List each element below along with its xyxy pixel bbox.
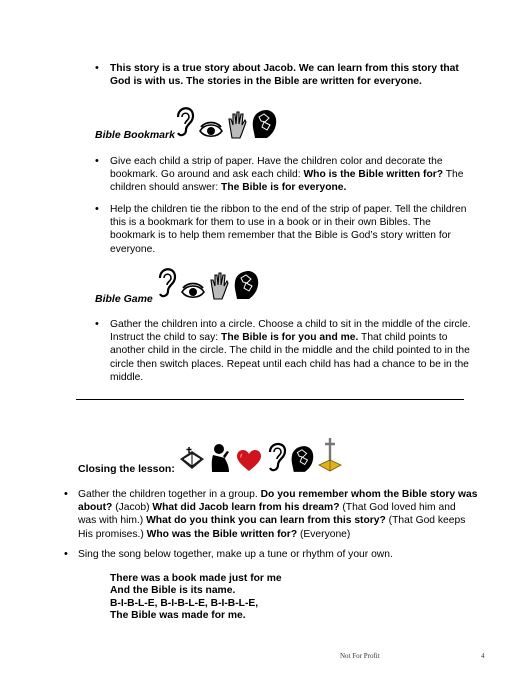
closing-song-instruction: Sing the song below together, make up a tune or rhythm of your own. [78, 549, 393, 560]
game-line-3: another child in the circle. The child in the middle and the child pointed to in the [110, 345, 470, 357]
bible-icon [178, 445, 206, 473]
ear-icon [265, 439, 287, 473]
eye-icon [199, 121, 223, 139]
song-lyrics [110, 573, 282, 623]
closing-line-2: about? (Jacob) What did Jacob learn from his dream? (That God loved him and [78, 502, 456, 514]
bullet-mark: • [95, 203, 99, 215]
bullet-mark: • [95, 318, 99, 330]
page-number: 4 [481, 652, 485, 660]
hand-icon [209, 272, 229, 300]
hand-icon [227, 111, 247, 139]
ear-icon [173, 103, 195, 139]
song-line-1: There was a book made just for me [110, 573, 282, 584]
intro-line-1: This story is a true story about Jacob. We can learn from this story that [110, 63, 459, 74]
bookmark-line-1: Give each child a strip of paper. Have the children color and decorate the [110, 156, 443, 167]
head-icon [251, 109, 277, 139]
closing-line-4: His promises.) Who was the Bible written for? (Everyone) [78, 528, 351, 540]
game-line-5: middle. [110, 371, 144, 383]
game-line-4: circle then switch places. Repeat until each child has had a chance to be in the [110, 358, 469, 370]
game-instructions [110, 318, 471, 384]
footer-note: Not For Profit [340, 652, 380, 660]
head-icon [290, 445, 314, 473]
song-line-3: B-I-B-L-E, B-I-B-L-E, B-I-B-L-E, [110, 597, 259, 609]
closing-line-1: Gather the children together in a group. Do you remember whom the Bible story was [78, 489, 478, 500]
bullet-mark: • [95, 62, 99, 74]
closing-line-3: was with him.) What do you think you can learn from this story? (That God keeps [78, 515, 466, 527]
eye-icon [181, 282, 205, 300]
game-line-2: Instruct the child to say: The Bible is for you and me. That child points to [110, 332, 448, 344]
bible-bookmark-heading: Bible Bookmark [95, 129, 175, 141]
bookmark2-line-3: bookmark is to help them remember that the Bible is God’s story written for [110, 230, 451, 242]
cross-bible-icon [317, 437, 343, 473]
bible-game-heading: Bible Game [95, 293, 153, 305]
intro-paragraph [110, 62, 459, 88]
ear-icon [155, 264, 177, 300]
bullet-mark: • [95, 155, 99, 167]
song-line-2: And the Bible is its name. [110, 585, 236, 597]
closing-icon-group [178, 437, 343, 473]
closing-discussion [78, 488, 477, 541]
bullet-mark: • [64, 488, 68, 500]
bookmark2-line-4: everyone. [110, 243, 156, 255]
bookmark-instructions-2 [110, 203, 466, 256]
song-line-4: The Bible was made for me. [110, 610, 246, 622]
bookmark-line-2: bookmark. Go around and ask each child: Who is the Bible written for? The [110, 169, 464, 181]
head-icon [233, 270, 259, 300]
bookmark-instructions-1 [110, 155, 463, 195]
heart-icon [236, 449, 262, 473]
section-divider [76, 399, 464, 400]
bookmark-line-3: children should answer: The Bible is for everyone. [110, 182, 347, 194]
intro-line-2: God is with us. The stories in the Bible are written for everyone. [110, 76, 422, 88]
bullet-mark: • [64, 548, 68, 560]
senses-icon-group [173, 103, 277, 139]
senses-icon-group [155, 264, 259, 300]
bookmark2-line-1: Help the children tie the ribbon to the end of the strip of paper. Tell the children [110, 204, 467, 215]
bookmark2-line-2: this is a bookmark for them to use in a book or in their own Bibles. The [110, 217, 431, 229]
closing-heading: Closing the lesson: [78, 463, 175, 475]
praying-child-icon [209, 443, 233, 473]
game-line-1: Gather the children into a circle. Choose a child to sit in the middle of the circle. [110, 319, 471, 330]
